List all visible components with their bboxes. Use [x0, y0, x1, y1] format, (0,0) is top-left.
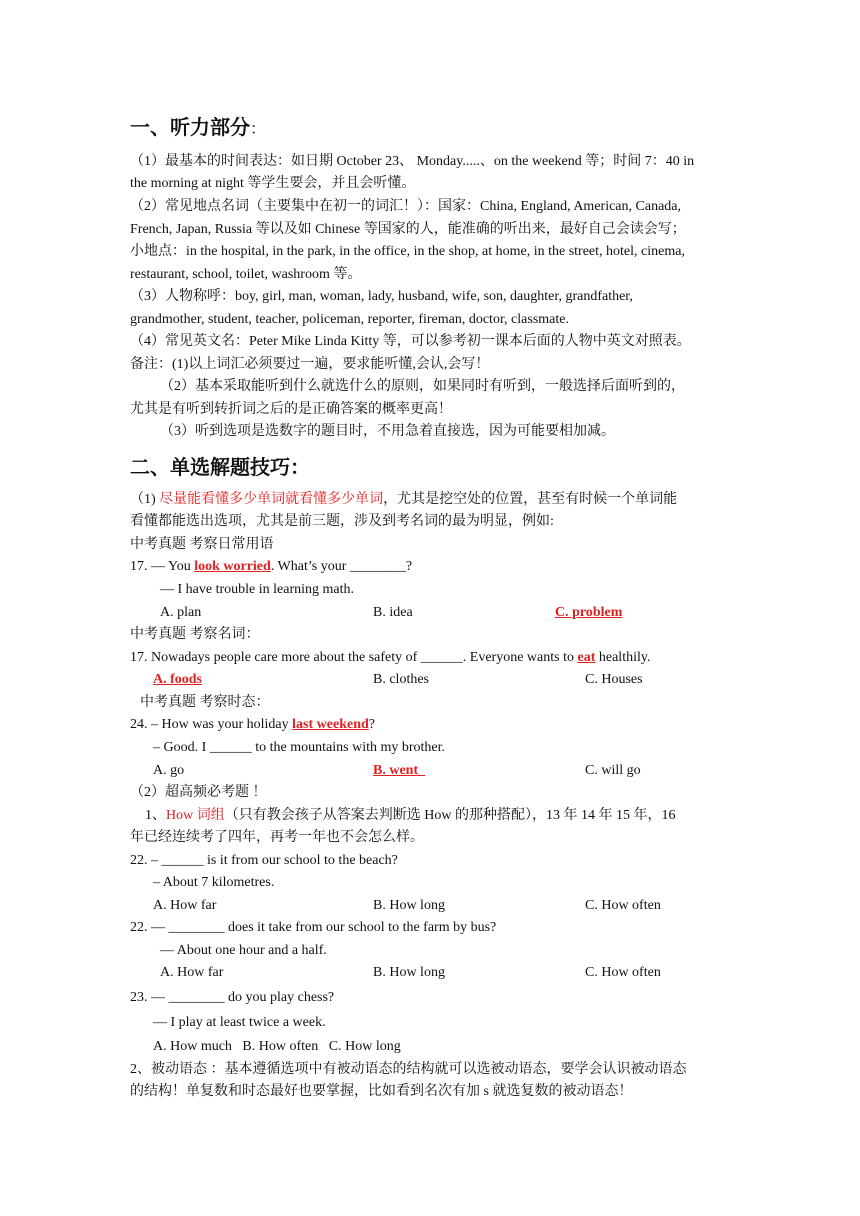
- text-line: （3）人物称呼：boy, girl, man, woman, lady, husband, wife, son, daughter, grandfather,: [130, 289, 633, 304]
- question-reply: — About one hour and a half.: [160, 943, 327, 958]
- section-heading-listening: [130, 116, 266, 142]
- stem-keyword: look worried: [194, 559, 271, 574]
- tip-3-line-1: [145, 807, 675, 825]
- tip-highlight: How 词组: [166, 808, 225, 823]
- tip-1-line-1: [130, 491, 677, 509]
- question-stem: 22. – ______ is it from our school to the beach?: [130, 853, 398, 868]
- option-a: A. plan: [160, 605, 202, 620]
- question-label: 中考真题 考察名词：: [130, 627, 260, 642]
- tip-prefix: 1、: [145, 808, 166, 823]
- option-c: C. will go: [585, 763, 641, 778]
- option-c: C. Houses: [585, 672, 643, 687]
- tip-prefix: （1): [130, 492, 160, 507]
- stem-pre: 24. – How was your holiday: [130, 717, 293, 732]
- option-b: B. How long: [373, 898, 445, 913]
- tip-rest: ，尤其是挖空处的位置，甚至有时候一个单词能: [383, 492, 678, 507]
- text-line: （4）常见英文名：Peter Mike Linda Kitty 等，可以参考初一课本后面的人物中英文对照表。: [130, 334, 691, 349]
- question-label: 中考真题 考察日常用语: [130, 537, 274, 552]
- tip-highlight: 尽量能看懂多少单词就看懂多少单词: [159, 492, 384, 507]
- tip-rest: （只有教会孩子从答案去判断选 How 的那种搭配），13 年 14 年 15 年，16: [224, 808, 676, 823]
- heading-suffix: ：: [250, 121, 267, 138]
- text-line: 小地点：in the hospital, in the park, in the office, in the shop, at home, in the street, hotel, cinema,: [130, 244, 685, 259]
- option-a: A. go: [153, 763, 185, 778]
- stem-keyword: eat: [577, 650, 596, 665]
- tip-3-line-2: 年已经连续考了四年，再考一年也不会怎么样。: [130, 830, 424, 845]
- tip-1-line-2: 看懂都能选出选项，尤其是前三题，涉及到考名词的最为明显，例如:: [130, 514, 554, 529]
- stem-pre: 17. — You: [130, 559, 195, 574]
- question-stem: 23. — ________ do you play chess?: [130, 990, 335, 1005]
- question-stem: 22. — ________ does it take from our school to the farm by bus?: [130, 920, 497, 935]
- stem-post: ?: [368, 717, 375, 732]
- option-a: A. How far: [153, 898, 217, 913]
- text-line: restaurant, school, toilet, washroom 等。: [130, 267, 362, 282]
- options-line: A. How much B. How often C. How long: [153, 1039, 401, 1054]
- tip-2: （2）超高频必考题 ！: [130, 785, 267, 800]
- text-line: （2）常见地点名词（主要集中在初一的词汇！）：国家：China, England, American, Canada,: [130, 199, 681, 214]
- stem-keyword: last weekend: [292, 717, 369, 732]
- text-line: the morning at night 等学生要会，并且会听懂。: [130, 176, 416, 191]
- question-reply: — I play at least twice a week.: [153, 1015, 326, 1030]
- stem-pre: 17. Nowadays people care more about the safety of ______. Everyone wants to: [130, 650, 578, 665]
- heading-text: 一、听力部分: [130, 117, 250, 139]
- question-stem: [130, 558, 412, 576]
- text-line: （3）听到选项是选数字的题目时，不用急着直接选，因为可能要相加减。: [160, 424, 615, 439]
- text-line: 尤其是有听到转折词之后的是正确答案的概率更高！: [130, 402, 452, 417]
- option-b-answer: B. went: [373, 763, 426, 778]
- question-stem: [130, 649, 650, 667]
- question-reply: – Good. I ______ to the mountains with my brother.: [153, 740, 446, 755]
- tip-4-line-2: 的结构！单复数和时态最好也要掌握，比如看到名次有加 s 就选复数的被动语态！: [130, 1084, 633, 1099]
- text-line: French, Japan, Russia 等以及如 Chinese 等国家的人，能准确的听出来，最好自己会读会写；: [130, 222, 686, 237]
- option-a-answer: A. foods: [153, 672, 203, 687]
- question-label: 中考真题 考察时态：: [140, 695, 270, 710]
- option-a: A. How far: [160, 965, 224, 980]
- text-line: （2）基本采取能听到什么就选什么的原则，如果同时有听到，一般选择后面听到的，: [160, 379, 685, 394]
- question-reply: — I have trouble in learning math.: [160, 582, 354, 597]
- stem-post: healthily.: [595, 650, 651, 665]
- stem-post: . What’s your ________?: [270, 559, 413, 574]
- question-reply: – About 7 kilometres.: [153, 875, 275, 890]
- option-b: B. idea: [373, 605, 413, 620]
- text-line: （1）最基本的时间表达：如日期 October 23、 Monday.....、on the weekend 等；时间 7：40 in: [130, 154, 695, 169]
- text-line: 备注：(1)以上词汇必须要过一遍，要求能听懂,会认,会写！: [130, 357, 490, 372]
- option-b: B. How long: [373, 965, 445, 980]
- tip-4-line-1: 2、被动语态 ：基本遵循选项中有被动语态的结构就可以选被动语态，要学会认识被动语态: [130, 1062, 687, 1077]
- section-heading-multiple-choice: 二、单选解题技巧：: [130, 457, 310, 479]
- option-c: C. How often: [585, 898, 661, 913]
- option-c: C. How often: [585, 965, 661, 980]
- option-b: B. clothes: [373, 672, 429, 687]
- option-c-answer: C. problem: [555, 605, 623, 620]
- text-line: grandmother, student, teacher, policeman, reporter, fireman, doctor, classmate.: [130, 312, 569, 327]
- question-stem: [130, 716, 375, 734]
